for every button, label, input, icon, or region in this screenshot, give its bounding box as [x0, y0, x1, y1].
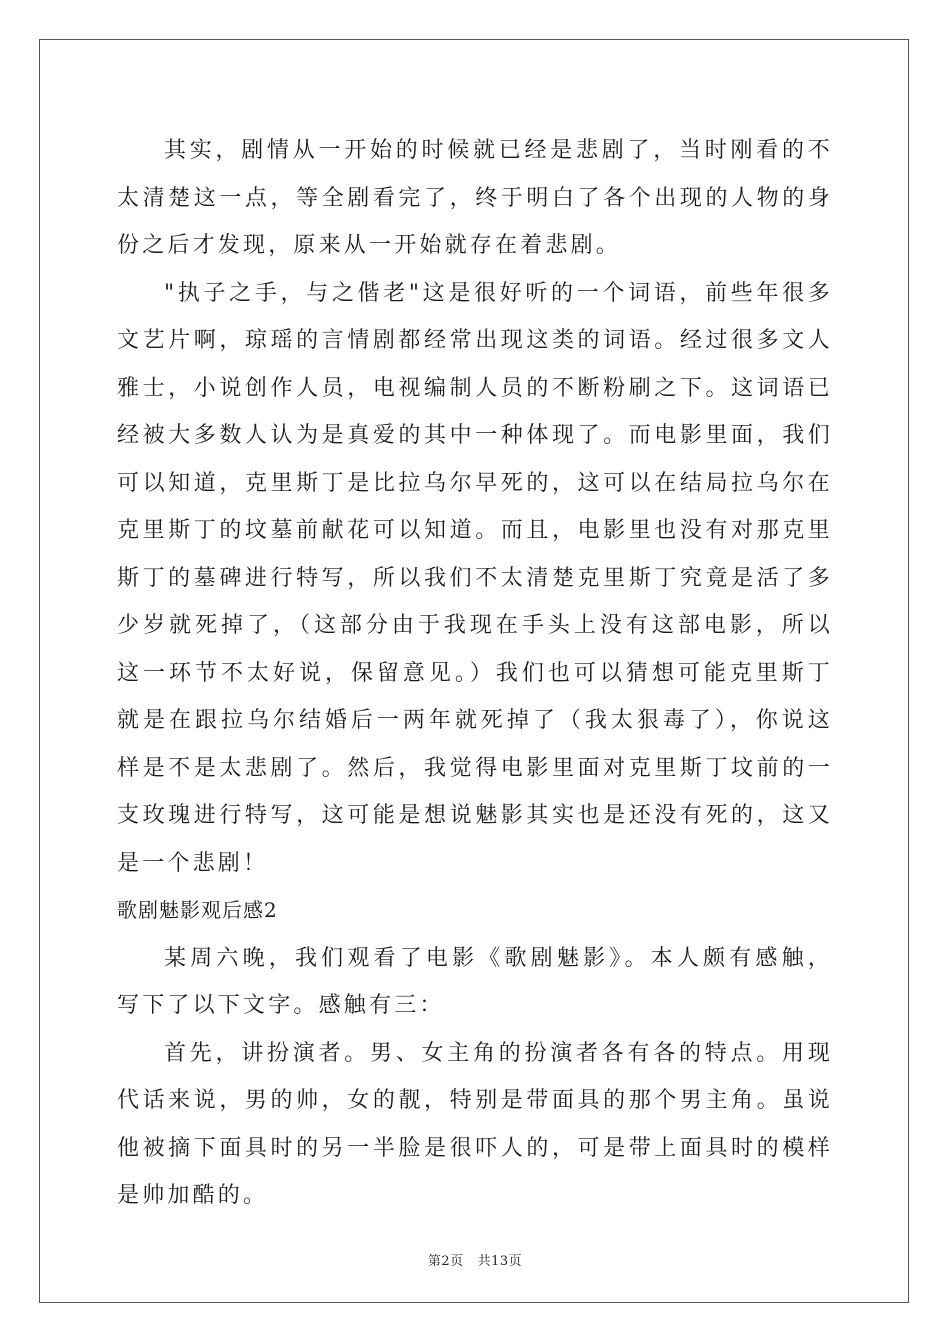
page-total: 共13页: [477, 1254, 523, 1269]
page-footer: [0, 1250, 950, 1269]
section-heading: 歌剧魅影观后感2: [117, 898, 278, 922]
document-body: [117, 127, 833, 1220]
paragraph: 某周六晚，我们观看了电影《歌剧魅影》。本人颇有感触，写下了以下文字。感触有三：: [117, 945, 833, 1018]
paragraph: 其实，剧情从一开始的时候就已经是悲剧了，当时刚看的不太清楚这一点，等全剧看完了，终于明白了各个出现的人物的身份之后才发现，原来从一开始就存在着悲剧。: [117, 138, 833, 258]
paragraph: 首先，讲扮演者。男、女主角的扮演者各有各的特点。用现代话来说，男的帅，女的靓，特别是带面具的那个男主角。虽说他被摘下面具时的另一半脸是很吓人的，可是带上面具时的模样是帅加酷的。: [117, 1040, 833, 1208]
paragraph: "执子之手，与之偕老"这是很好听的一个词语，前些年很多文艺片啊，琼瑶的言情剧都经常出现这类的词语。经过很多文人雅士，小说创作人员，电视编制人员的不断粉刷之下。这词语已经被大多数人认为是真爱的其中一种体现了。而电影里面，我们可以知道，克里斯丁是比拉乌尔早死的，这可以在结局拉乌尔在克里斯丁的坟墓前献花可以知道。而且，电影里也没有对那克里斯丁的墓碑进行特写，所以我们不太清楚克里斯丁究竟是活了多少岁就死掉了，（这部分由于我现在手头上没有这部电影，所以这一环节不太好说，保留意见。）我们也可以猜想可能克里斯丁就是在跟拉乌尔结婚后一两年就死掉了（我太狠毒了），你说这样是不是太悲剧了。然后，我觉得电影里面对克里斯丁坟前的一支玫瑰进行特写，这可能是想说魅影其实也是还没有死的，这又是一个悲剧！: [117, 280, 833, 876]
page-number: 第2页: [427, 1254, 464, 1269]
